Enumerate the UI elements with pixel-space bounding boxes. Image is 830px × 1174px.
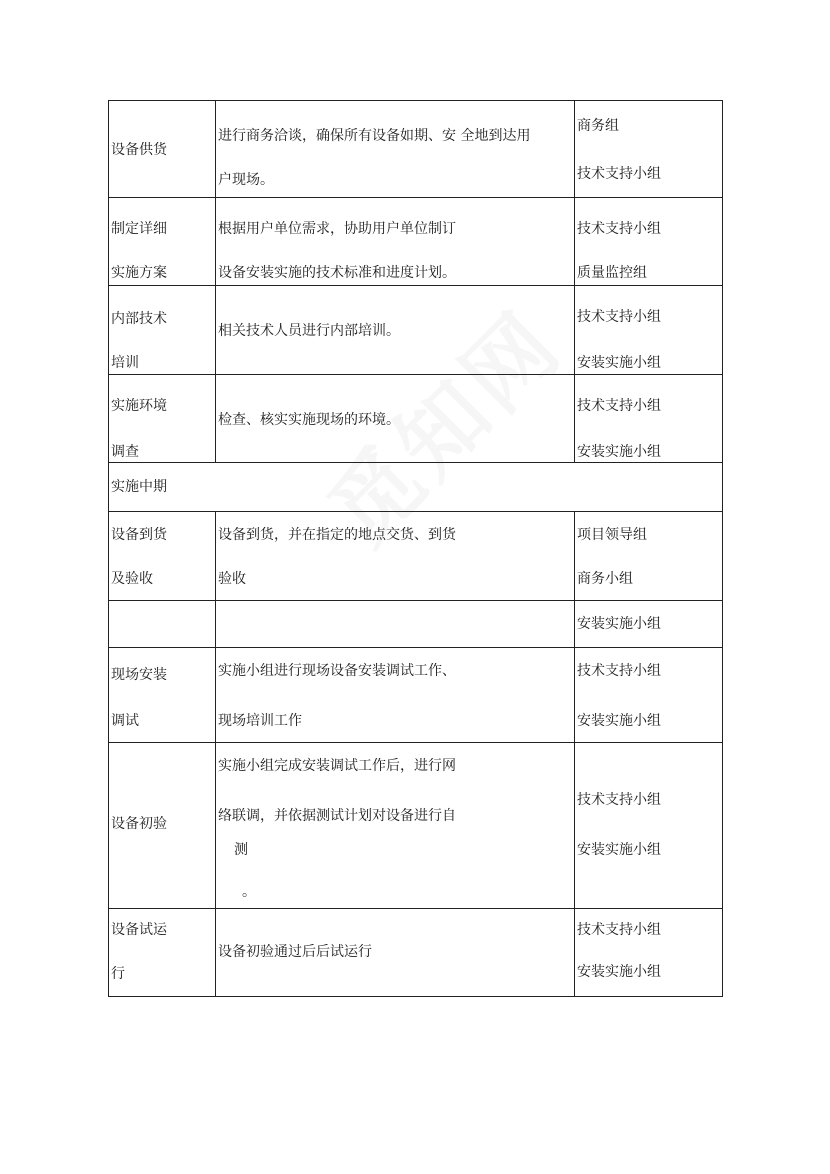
table-row [109, 101, 723, 198]
team-text: 商务组 [577, 118, 619, 134]
task-cell [216, 601, 575, 648]
task-text: 检查、核实实施现场的环境。 [218, 412, 400, 428]
task-text: 设备安装实施的技术标准和进度计划。 [218, 265, 456, 281]
team-cell [575, 743, 723, 909]
task-cell [216, 909, 575, 997]
phase-text: 实施环境 [111, 398, 167, 414]
team-text: 安装实施小组 [577, 713, 661, 729]
table-row [109, 375, 723, 463]
phase-text: 设备到货 [111, 527, 167, 543]
task-cell [216, 375, 575, 463]
phase-text: 实施方案 [111, 265, 167, 281]
team-text: 技术支持小组 [577, 792, 661, 808]
table-row [109, 512, 723, 601]
task-text: 实施小组完成安装调试工作后，进行网 [218, 758, 456, 774]
section-title: 实施中期 [111, 479, 167, 495]
phase-cell [109, 286, 216, 375]
task-cell [216, 198, 575, 286]
team-text: 技术支持小组 [577, 221, 661, 237]
table-row [109, 286, 723, 375]
section-cell [109, 463, 723, 512]
table-row [109, 601, 723, 648]
team-text: 商务小组 [577, 571, 633, 587]
phase-cell [109, 375, 216, 463]
phase-cell [109, 648, 216, 743]
task-text: 户现场。 [218, 172, 274, 188]
task-text: 根据用户单位需求，协助用户单位制订 [218, 221, 456, 237]
table-row [109, 198, 723, 286]
team-cell [575, 512, 723, 601]
task-text: 络联调，并依据测试计划对设备进行自 [218, 808, 456, 824]
phase-cell [109, 909, 216, 997]
phase-cell [109, 101, 216, 198]
task-cell [216, 743, 575, 909]
table-row [109, 648, 723, 743]
task-text: 验收 [218, 571, 246, 587]
team-cell [575, 375, 723, 463]
task-text: 进行商务洽谈，确保所有设备如期、安 全地到达用 [218, 128, 531, 144]
team-text: 安装实施小组 [577, 842, 661, 858]
task-cell [216, 101, 575, 198]
phase-text: 培训 [111, 355, 139, 371]
phase-cell [109, 601, 216, 648]
phase-text: 内部技术 [111, 311, 167, 327]
table-row [109, 743, 723, 909]
team-text: 安装实施小组 [577, 616, 661, 632]
phase-text: 调试 [111, 713, 139, 729]
task-text: 。 [242, 884, 256, 900]
team-text: 技术支持小组 [577, 663, 661, 679]
task-cell [216, 286, 575, 375]
task-cell [216, 512, 575, 601]
phase-text: 制定详细 [111, 221, 167, 237]
task-text: 设备初验通过后后试运行 [218, 944, 372, 960]
team-text: 项目领导组 [577, 527, 647, 543]
team-cell [575, 648, 723, 743]
implementation-plan-table [108, 100, 723, 997]
team-text: 安装实施小组 [577, 964, 661, 980]
phase-text: 行 [111, 966, 125, 982]
phase-text: 现场安装 [111, 667, 167, 683]
task-text: 相关技术人员进行内部培训。 [218, 323, 400, 339]
task-text: 测 [234, 842, 248, 858]
team-text: 安装实施小组 [577, 444, 661, 460]
team-cell [575, 909, 723, 997]
task-text: 实施小组进行现场设备安装调试工作、 [218, 663, 456, 679]
team-text: 技术支持小组 [577, 398, 661, 414]
task-text: 现场培训工作 [218, 713, 302, 729]
team-cell [575, 286, 723, 375]
phase-text: 设备供货 [111, 142, 167, 158]
phase-text: 设备试运 [111, 922, 167, 938]
team-cell [575, 198, 723, 286]
team-text: 质量监控组 [577, 265, 647, 281]
task-text: 设备到货，并在指定的地点交货、到货 [218, 527, 456, 543]
team-cell [575, 101, 723, 198]
phase-text: 及验收 [111, 571, 153, 587]
table-row [109, 909, 723, 997]
phase-cell [109, 743, 216, 909]
team-text: 技术支持小组 [577, 166, 661, 182]
task-cell [216, 648, 575, 743]
team-text: 安装实施小组 [577, 355, 661, 371]
section-row [109, 463, 723, 512]
phase-cell [109, 512, 216, 601]
team-text: 技术支持小组 [577, 309, 661, 325]
team-cell [575, 601, 723, 648]
phase-text: 设备初验 [111, 816, 167, 832]
phase-text: 调查 [111, 444, 139, 460]
team-text: 技术支持小组 [577, 922, 661, 938]
phase-cell [109, 198, 216, 286]
